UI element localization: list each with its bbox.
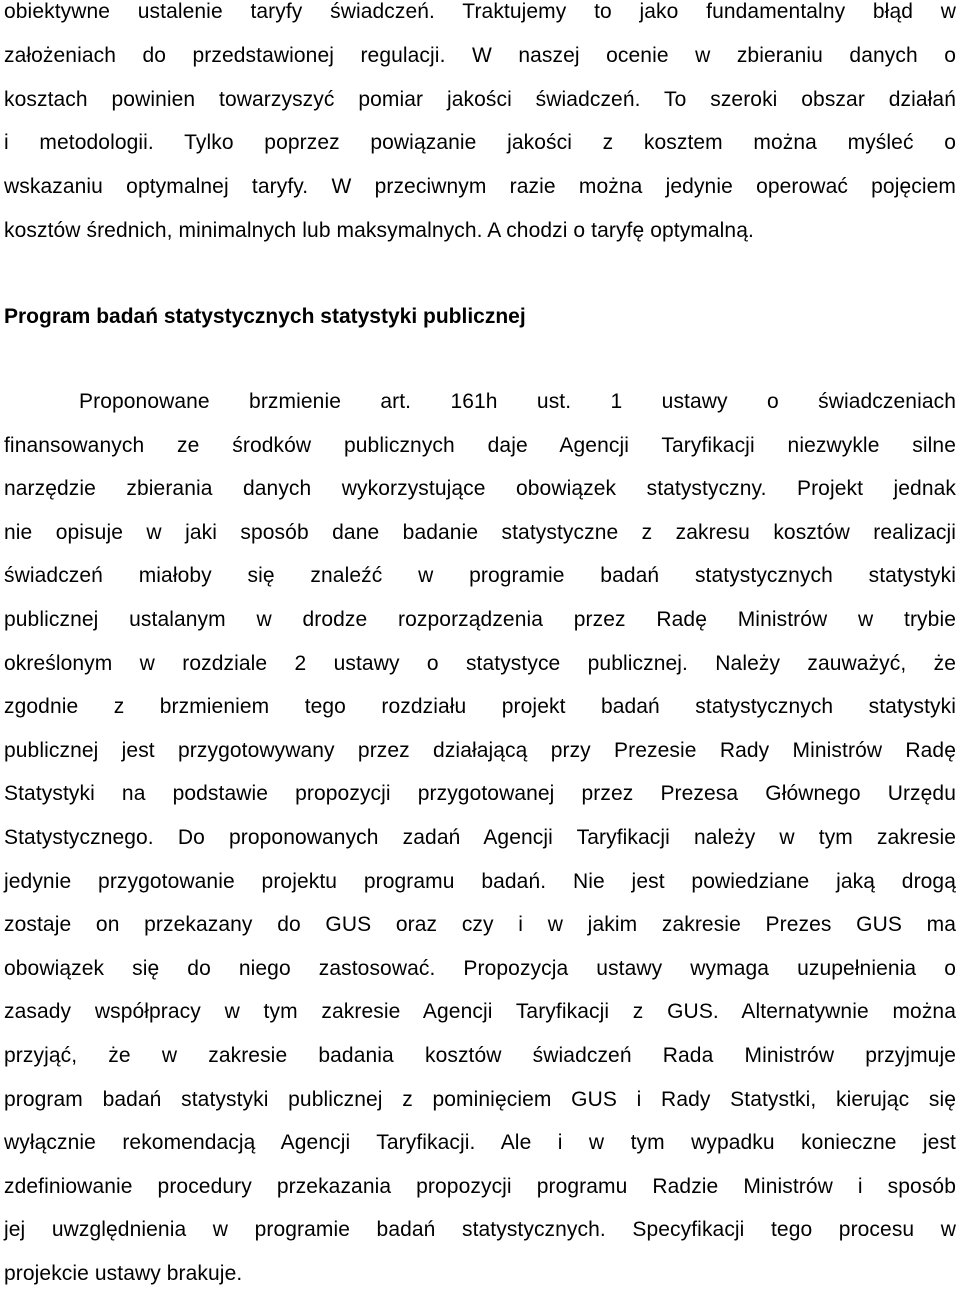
paragraph-line: Statystyki na podstawie propozycji przygotowanej przez Prezesa Głównego Urzędu — [4, 782, 956, 806]
paragraph-line: i metodologii. Tylko poprzez powiązanie jakości z kosztem można myśleć o — [4, 131, 956, 155]
paragraph-line: publicznej ustalanym w drodze rozporządzenia przez Radę Ministrów w trybie — [4, 607, 956, 631]
paragraph-line: kosztach powinien towarzyszyć pomiar jakości świadczeń. To szeroki obszar działań — [4, 87, 956, 111]
paragraph-line: zostaje on przekazany do GUS oraz czy i w jakim zakresie Prezes GUS ma — [4, 913, 956, 937]
paragraph-line: założeniach do przedstawionej regulacji. W naszej ocenie w zbieraniu danych o — [4, 43, 956, 67]
paragraph-line: jedynie przygotowanie projektu programu badań. Nie jest powiedziane jaką drogą — [4, 869, 956, 893]
paragraph-line: zdefiniowanie procedury przekazania propozycji programu Radzie Ministrów i sposób — [4, 1174, 956, 1198]
paragraph-line: publicznej jest przygotowywany przez działającą przy Prezesie Rady Ministrów Radę — [4, 738, 956, 762]
paragraph-line: nie opisuje w jaki sposób dane badanie statystyczne z zakresu kosztów realizacji — [4, 520, 956, 544]
paragraph-line: kosztów średnich, minimalnych lub maksymalnych. A chodzi o taryfę optymalną. — [4, 218, 754, 242]
paragraph-line: zasady współpracy w tym zakresie Agencji Taryfikacji z GUS. Alternatywnie można — [4, 1000, 956, 1024]
paragraph-line: jej uwzględnienia w programie badań statystycznych. Specyfikacji tego procesu w — [4, 1218, 956, 1242]
paragraph-line: Proponowane brzmienie art. 161h ust. 1 ustawy o świadczeniach — [79, 390, 956, 413]
paragraph-line: Statystycznego. Do proponowanych zadań Agencji Taryfikacji należy w tym zakresie — [4, 825, 956, 849]
paragraph-program — [4, 380, 956, 1295]
paragraph-line: przyjąć, że w zakresie badania kosztów świadczeń Rada Ministrów przyjmuje — [4, 1043, 956, 1067]
paragraph-line: program badań statystyki publicznej z pominięciem GUS i Rady Statystki, kierując się — [4, 1087, 956, 1111]
paragraph-intro — [4, 0, 956, 253]
paragraph-line: określonym w rozdziale 2 ustawy o statystyce publicznej. Należy zauważyć, że — [4, 651, 956, 675]
paragraph-line: obiektywne ustalenie taryfy świadczeń. Traktujemy to jako fundamentalny błąd w — [4, 0, 956, 23]
paragraph-line: obowiązek się do niego zastosować. Propozycja ustawy wymaga uzupełnienia o — [4, 956, 956, 980]
paragraph-line: finansowanych ze środków publicznych daje Agencji Taryfikacji niezwykle silne — [4, 433, 956, 457]
paragraph-line: projekcie ustawy brakuje. — [4, 1261, 243, 1285]
paragraph-line: wyłącznie rekomendacją Agencji Taryfikacji. Ale i w tym wypadku konieczne jest — [4, 1131, 956, 1155]
paragraph-line: świadczeń miałoby się znaleźć w programie badań statystycznych statystyki — [4, 564, 956, 588]
paragraph-line: zgodnie z brzmieniem tego rozdziału projekt badań statystycznych statystyki — [4, 695, 956, 719]
paragraph-line: wskazaniu optymalnej taryfy. W przeciwnym razie można jedynie operować pojęciem — [4, 175, 956, 199]
paragraph-line: narzędzie zbierania danych wykorzystujące obowiązek statystyczny. Projekt jednak — [4, 477, 956, 501]
section-heading: Program badań statystycznych statystyki publicznej — [4, 305, 526, 328]
